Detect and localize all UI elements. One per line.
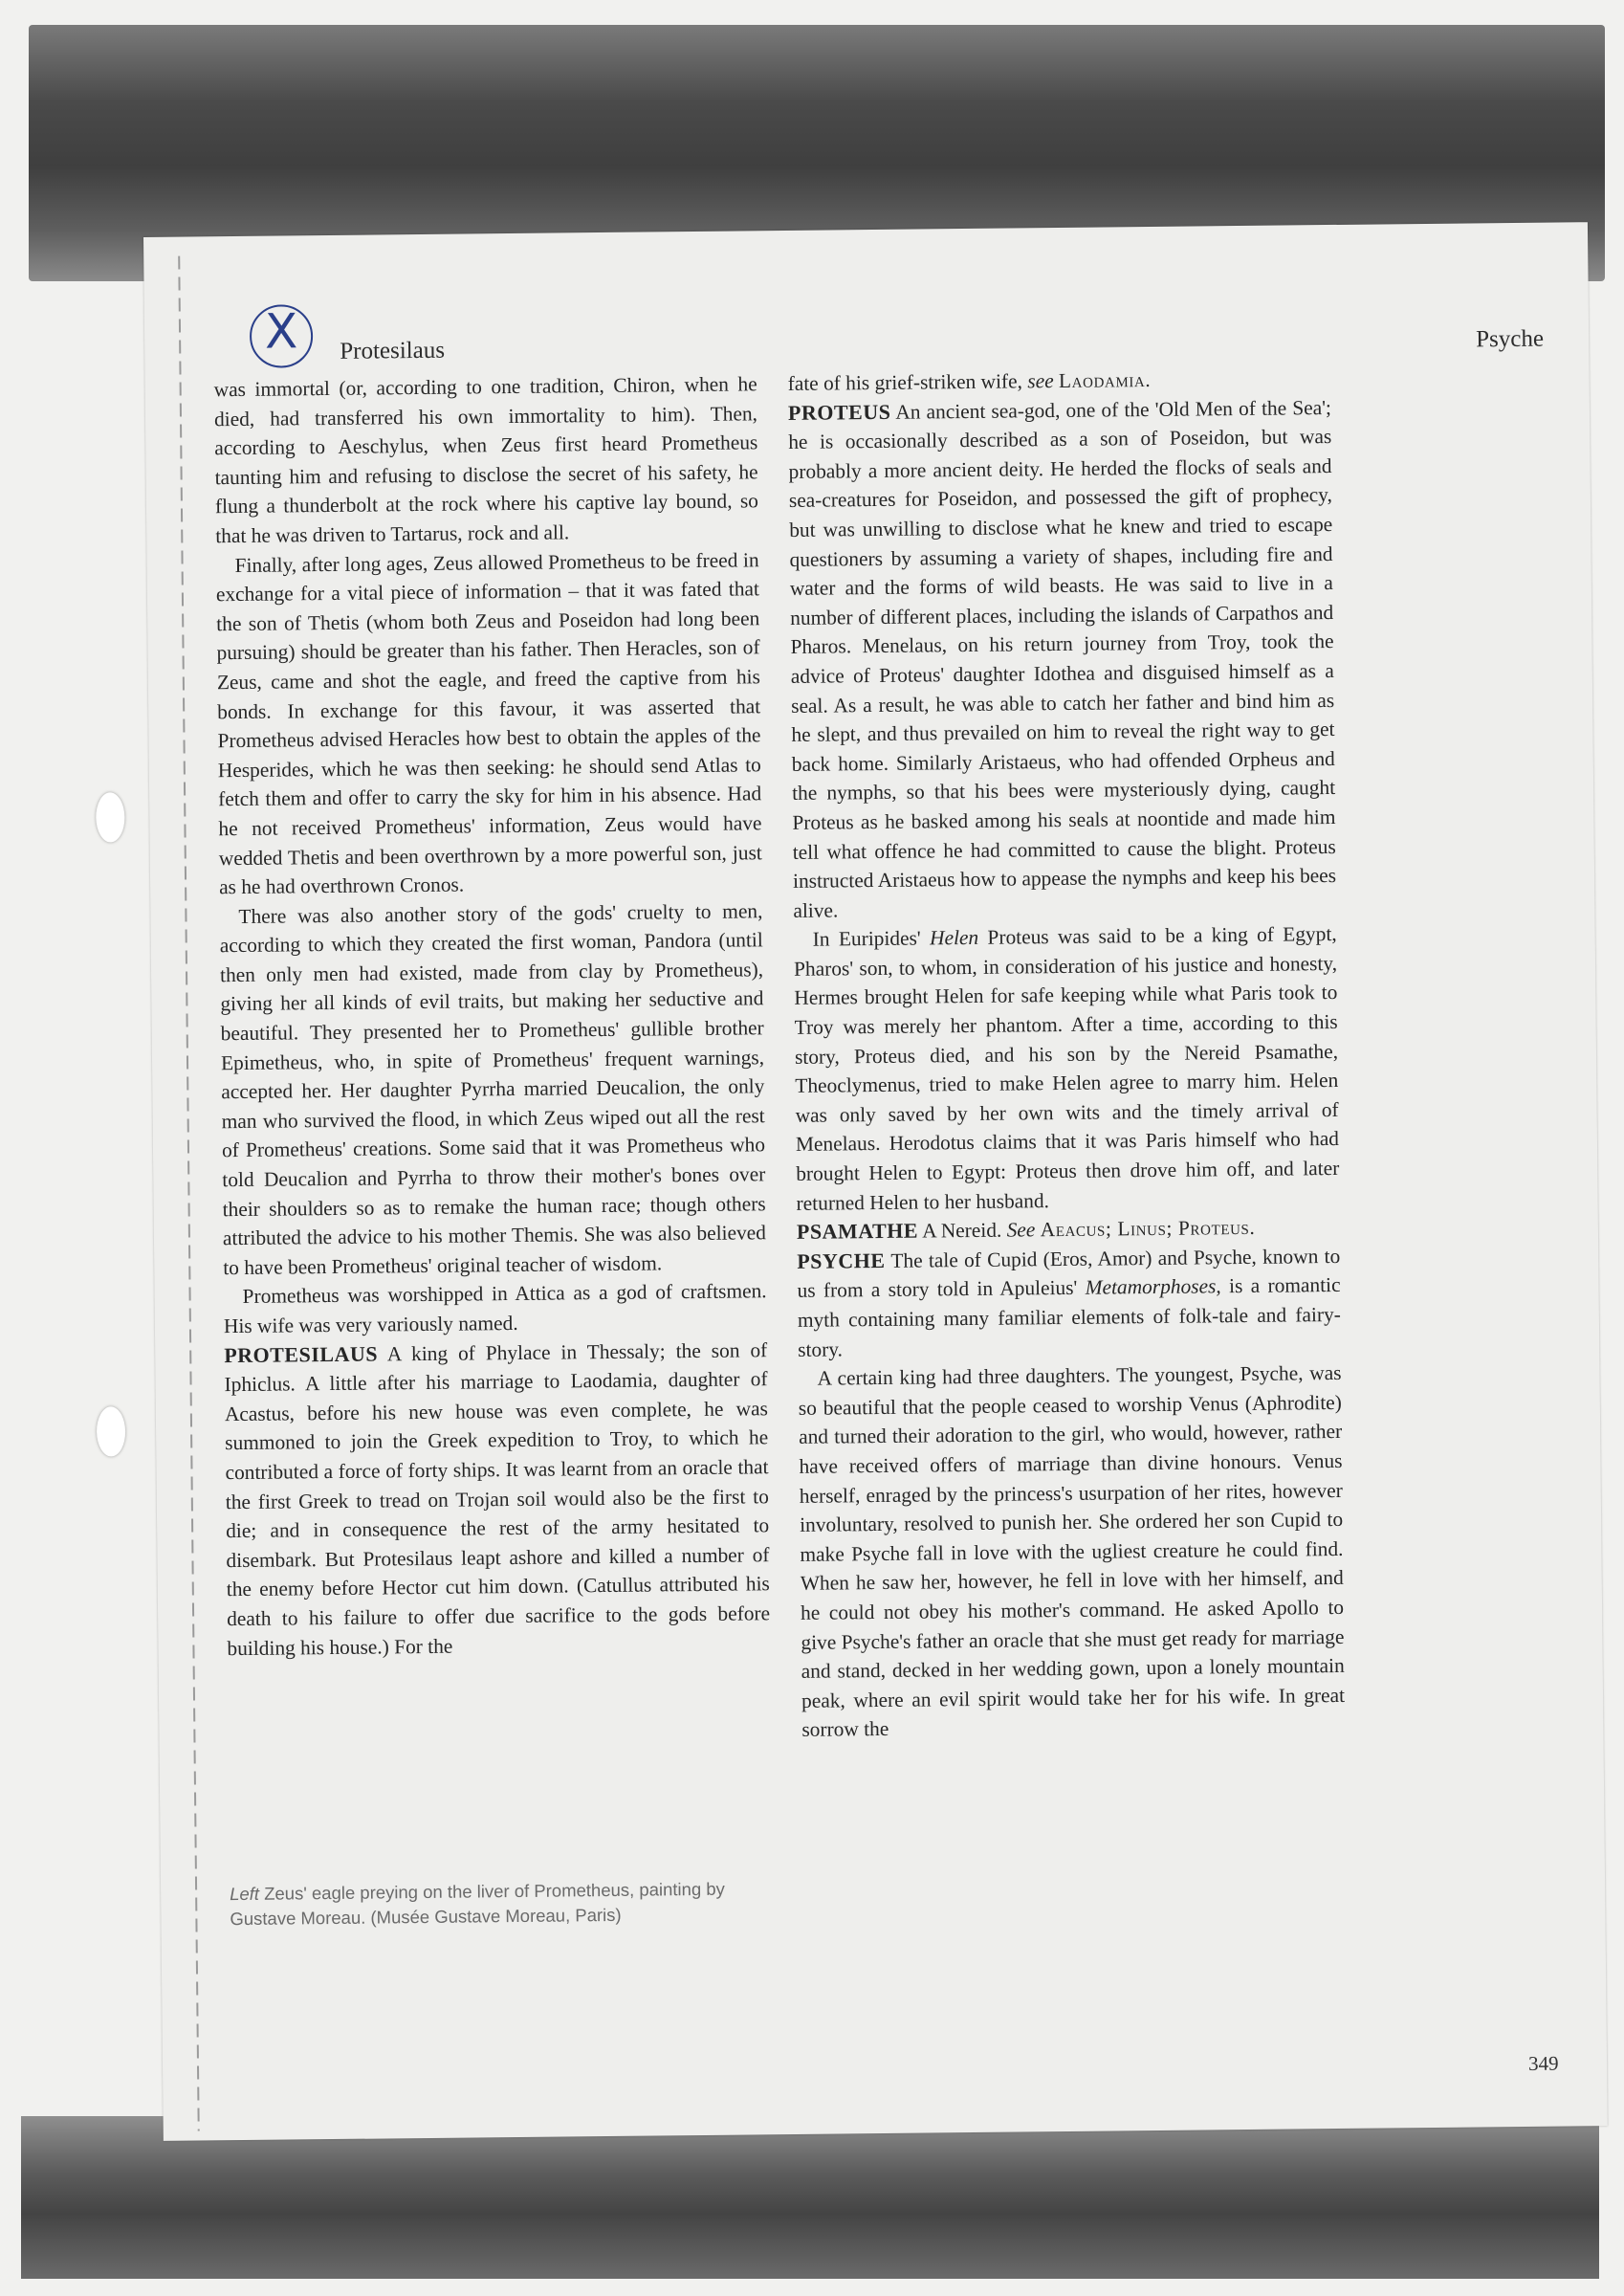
headword: PROTESILAUS [224,1341,379,1367]
paragraph: Prometheus was worshipped in Attica as a god of craftsmen. His wife was very variously named. [223,1279,767,1338]
paragraph: A certain king had three daughters. The youngest, Psyche, was so beautiful that the people ceased to worship Venus (Aphrodite) and turned their adoration to the girl, who would, however, rather have received offers of marriage than divine honours. Venus herself, enraged by the princess's usurpation of her rites, however involuntary, resolved to punish her. She ordered her son Cupid to make Psyche fall in love with the ugliest creature he could find. When he saw her, however, he fell in love with her himself, and he could not obey his mother's command. He asked Apollo to give Psyche's father an oracle that she must get ready for marriage and stand, decked in her wedding gown, upon a lonely mountain peak, where an evil spirit would take her for his wife. In great sorrow the [798,1361,1346,1742]
entry-text: An ancient sea-god, one of the 'Old Men of the Sea'; he is occasionally described as a son of Poseidon, but was probably a more ancient deity. He herded the flocks of seals and sea-creatures for Poseidon, and possessed the gift of prophecy, but was unwilling to disclose what he knew and tried to escape questioners by assuming a variety of shapes, including fire and water and the forms of wild beasts. He was said to live in a number of different places, including the islands of Carpathos and Pharos. Menelaus, on his return journey from Troy, took the advice of Proteus' daughter Idothea and disguised himself as a seal. As a result, he was able to catch her father and bind him as he slept, and thus prevailed on him to reveal the right way to get back home. Similarly Aristaeus, who had offended Orpheus and the nymphs, so that his bees were mysteriously dying, caught Proteus as he basked among his seals at noontide and made him tell what offence he had committed to cause the blight. Proteus instructed Aristaeus how to appease the nymphs and keep his bees alive. [788,395,1337,922]
paragraph: Finally, after long ages, Zeus allowed Prometheus to be freed in exchange for a vital piece of information – that it was fated that the son of Thetis (whom both Zeus and Poseidon had long been pursuing) should be greater than his father. Then Heracles, son of Zeus, came and shot the eagle, and freed the captive from his bonds. In exchange for this favour, it was asserted that Prometheus advised Heracles how best to obtain the apples of the Hesperides, which he was then seeking: he should send Atlas to fetch them and offer to carry the sky for him in his absence. Had he not received Prometheus' information, Zeus would have wedded Thetis and been overthrown by a more powerful son, just as he had overthrown Cronos. [215,547,762,899]
work-title: Metamorphoses, [1085,1274,1221,1300]
paragraph: There was also another story of the gods' cruelty to men, according to which they created the first woman, Pandora (until then only men had existed, made from clay by Prometheus), giving her all kinds of evil traits, but making her seductive and beautiful. They presented her to Prometheus' gullible brother Epimetheus, who, in spite of Prometheus' frequent warnings, accepted her. Her daughter Pyrrha married Deucalion, the only man who survived the flood, in which Zeus wiped out all the rest of Prometheus' creations. Some said that it was Prometheus who told Deucalion and Pyrrha to throw their mother's bones over their shoulders so as to remake the human race; though others attributed the advice to his mother Themis. She was also believed to have been Prometheus' original teacher of wisdom. [219,898,767,1279]
page-number: 349 [1527,2051,1559,2075]
entry-psyche: PSYCHE The tale of Cupid (Eros, Amor) and Psyche, known to us from a story told in Apuleius' Metamorphoses, is a romantic myth containing many familiar elements of folk-tale and fairy-story. [797,1244,1341,1361]
caption-text: Zeus' eagle preying on the liver of Prometheus, painting by Gustave Moreau. (Musée Gustave Moreau, Paris) [230,1878,725,1930]
running-head-left: Protesilaus [340,337,446,364]
entry-text: A Nereid. [922,1218,1002,1243]
headword: PSYCHE [797,1247,886,1273]
figure-caption [230,1876,766,1932]
work-title: Helen [929,926,979,950]
entry-protesilaus [224,1336,770,1663]
punch-hole-lower [97,1406,126,1456]
punch-hole-upper [96,792,125,842]
caption-lead: Left [230,1883,260,1905]
headword: PROTEUS [787,399,891,425]
handwritten-x: X [264,303,298,360]
right-column [787,364,1345,1745]
handwritten-circled-x-mark [250,304,314,368]
scanner-shadow-bottom [21,2116,1599,2279]
left-column [214,369,771,1663]
cross-reference: Aeacus; Linus; Proteus. [1040,1216,1256,1242]
paragraph: was immortal (or, according to one tradition, Chiron, when he died, had transferred his own immortality to him). Then, according to Aeschylus, when Zeus first heard Prometheus taunting him and refusing to disclose the secret of his safety, he flung a thunderbolt at the rock where his captive lay bound, so that he was driven to Tartarus, rock and all. [213,372,759,548]
entry-text: A king of Phylace in Thessaly; the son of Iphiclus. A little after his marriage to Laodamia, daughter of Acastus, before his new house was even complete, he was summoned to join the Greek expedition to Troy, to which he contributed a force of forty ships. It was learnt from an oracle that the first Greek to tread on Trojan soil would also be the first to die; and in consequence the rest of the army hesitated to disembark. But Protesilaus leapt ashore and killed a number of the enemy before Hector cut him down. (Catullus attributed his death to his failure to offer due sacrifice to the gods before building his house.) For the [224,1337,771,1660]
entry-psamathe: PSAMATHE A Nereid. See Aeacus; Linus; Proteus. [796,1216,1256,1245]
running-head-right: Psyche [1476,325,1545,353]
paragraph: fate of his grief-striken wife, see Laodamia. [787,367,1152,395]
book-page [143,222,1608,2141]
headword: PSAMATHE [796,1218,919,1245]
entry-proteus [788,393,1337,926]
cross-reference: Laodamia. [1058,367,1152,392]
paragraph: In Euripides' Helen Proteus was said to be a king of Egypt, Pharos' son, to whom, in consideration of his justice and honesty, Hermes brought Helen for safe keeping while what Paris took to Troy was merely her phantom. After a time, according to this story, Proteus died, and his son by the Nereid Psamathe, Theoclymenus, tried to make Helen agree to marry him. Helen was only saved by her own wits and the timely arrival of Menelaus. Herodotus claims that it was Paris himself who had brought Helen to Egypt: Proteus then drove him off, and later returned Helen to her husband. [793,922,1340,1215]
page-fold-line [178,256,200,2131]
